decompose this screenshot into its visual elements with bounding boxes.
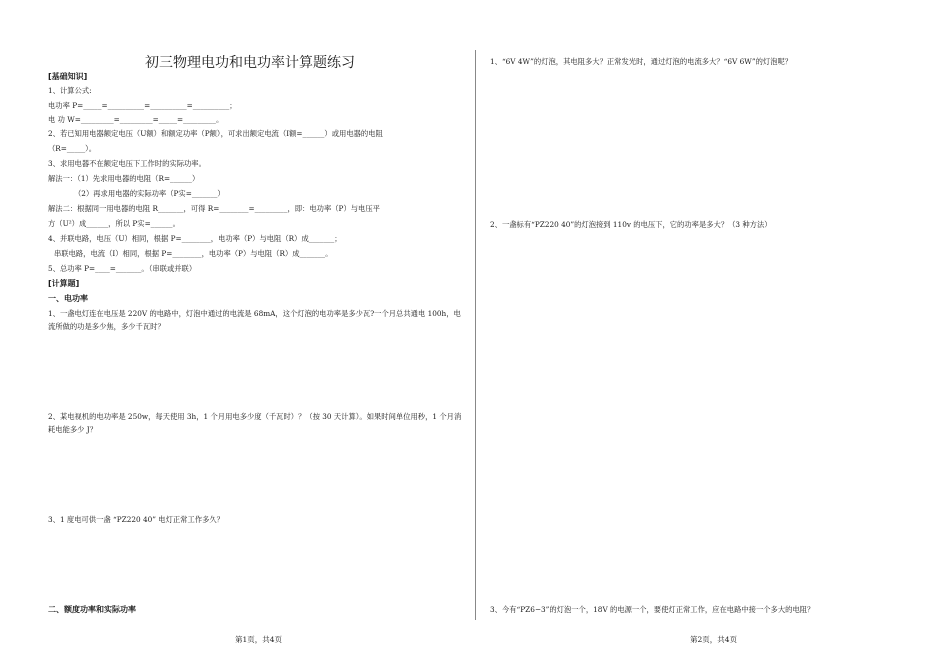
- question-p2-1: 1、“6V 4W”的灯泡，其电阻多大？正常发光时，通过灯泡的电流多大？“6V 6W”的灯泡呢？: [490, 57, 793, 66]
- question-p2-2: 2、一盏标有“PZ220 40”的灯泡接到 110v 的电压下，它的功率是多大？（3 种方法）: [490, 220, 772, 229]
- section-electric-power: 一、电功率: [48, 294, 88, 303]
- text-line: 串联电路，电流（I）相同，根据 P=________，电功率（P）与电阻（R）成_______。: [54, 249, 333, 258]
- text-line: 电功率 P=_____=__________=__________=__________；: [48, 101, 237, 110]
- text-line: 3、求用电器不在额定电压下工作时的实际功率。: [48, 159, 206, 168]
- page-1-footer: 第1页，共4页: [235, 635, 283, 644]
- page-title: 初三物理电功和电功率计算题练习: [145, 55, 355, 71]
- text-line: 方（U²）成______，所以 P实=______。: [48, 219, 180, 228]
- page-divider: [475, 50, 476, 620]
- text-line: 2、若已知用电器额定电压（U额）和额定功率（P额），可求出额定电流（I额=______）或用电器的电阻: [48, 129, 383, 138]
- text-line: 电 功 W=_________=_________=_____=_________。: [48, 115, 224, 124]
- question-p2-3: 3、今有“PZ6−3”的灯泡一个，18V 的电源一个，要使灯正常工作，应在电路中接一个多大的电阻？: [490, 605, 815, 614]
- text-line: （R=_____）。: [48, 144, 97, 153]
- question-3: 3、1 度电可供一盏 “PZ220 40” 电灯正常工作多久？: [48, 515, 224, 524]
- text-line: 5、总功率 P=____=_______。（串联或并联）: [48, 264, 197, 273]
- section-rated-actual-power: 二、额度功率和实际功率: [48, 605, 136, 614]
- text-line: （2）再求用电器的实际功率（P实=_______）: [74, 189, 225, 198]
- section-calculation: [计算题]: [48, 279, 80, 288]
- section-basic-knowledge: [基础知识]: [48, 72, 88, 81]
- text-line: 解法一：（1）先求用电器的电阻（R=______）: [48, 174, 200, 183]
- question-2: 2、某电视机的电功率是 250w，每天使用 3h，1 个月用电多少度（千瓦时）？（按 30 天计算）。如果时间单位用秒，1 个月消耗电能多少 J？: [48, 412, 462, 434]
- text-line: 4、并联电路，电压（U）相同，根据 P=________，电功率（P）与电阻（R）成_______；: [48, 234, 342, 243]
- text-line: 解法二：根据同一用电器的电阻 R_______，可得 R=________=_________，即：电功率（P）与电压平: [48, 204, 380, 213]
- question-1: 1、一盏电灯连在电压是 220V 的电路中，灯泡中通过的电流是 68mA，这个灯泡的电功率是多少瓦?一个月总共通电 100h，电流所做的功是多少焦，多少千瓦时？: [48, 309, 461, 331]
- page-2-footer: 第2页，共4页: [690, 635, 738, 644]
- text-line: 1、计算公式:: [48, 86, 92, 95]
